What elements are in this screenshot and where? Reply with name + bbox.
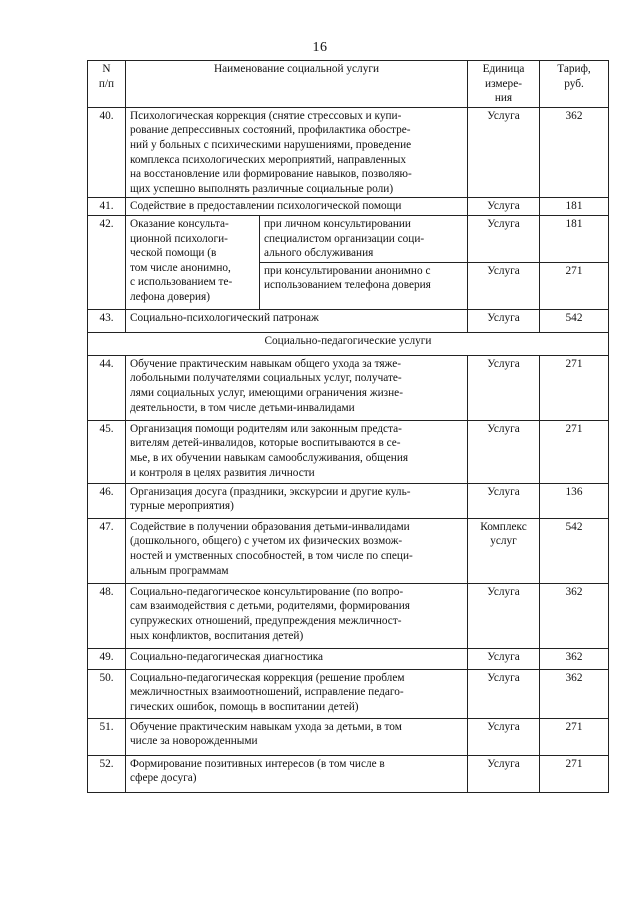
table-row: [88, 648, 609, 669]
table-row: [88, 420, 609, 483]
service-price: 542: [540, 309, 609, 332]
row-number: 50.: [88, 669, 126, 718]
table-row: [88, 198, 609, 216]
service-unit: Услуга: [468, 718, 540, 755]
table-row: [88, 755, 609, 792]
table-row: [88, 309, 609, 332]
service-name: Оказание консульта- ционной психологи- ческой помощи (в том числе анонимно, с использованием те- лефона доверия): [126, 215, 260, 309]
table-header-row: [88, 61, 609, 108]
table-row: [88, 107, 609, 198]
service-unit: Комплекс услуг: [468, 518, 540, 583]
service-price: 271: [540, 718, 609, 755]
page-number: 16: [312, 40, 328, 55]
service-unit: Услуга: [468, 198, 540, 216]
row-number: 47.: [88, 518, 126, 583]
row-number: 46.: [88, 483, 126, 518]
service-name: Организация помощи родителям или законным предста- вителям детей-инвалидов, которые воспитываются в се- мье, в их обучении навыкам самообслуживания, общения и контроля в целях развития личности: [126, 420, 468, 483]
service-name: Психологическая коррекция (снятие стрессовых и купи- рование депрессивных состояний, профилактика обостре- ний у больных с психическими нарушениями, проведение комплекса психологических мероприятий, направленных на восстановление или формирование навыков, позволяю- щих успешно выполнять различные социальные роли): [126, 107, 468, 198]
service-unit: Услуга: [468, 755, 540, 792]
service-unit: Услуга: [468, 420, 540, 483]
service-price: 181: [540, 215, 609, 262]
service-subtype: при личном консультировании специалистом организации соци- ального обслуживания: [260, 215, 468, 262]
table-row: [88, 483, 609, 518]
header-service-name: Наименование социальной услуги: [126, 61, 468, 108]
section-header-row: [88, 332, 609, 355]
service-price: 542: [540, 518, 609, 583]
service-price: 271: [540, 755, 609, 792]
row-number: 42.: [88, 215, 126, 309]
service-price: 362: [540, 648, 609, 669]
row-number: 52.: [88, 755, 126, 792]
row-number: 44.: [88, 355, 126, 420]
service-unit: Услуга: [468, 483, 540, 518]
service-name: Социально-педагогическое консультирование (по вопро- сам взаимодействия с детьми, родителями, формирования супружеских отношений, предупреждения межличност- ных конфликтов, воспитания детей): [126, 583, 468, 648]
row-number: 48.: [88, 583, 126, 648]
service-name: Социально-психологический патронаж: [126, 309, 468, 332]
table-row: [88, 669, 609, 718]
header-number: N п/п: [88, 61, 126, 108]
table-row: [88, 718, 609, 755]
row-number: 40.: [88, 107, 126, 198]
service-price: 362: [540, 107, 609, 198]
service-unit: Услуга: [468, 309, 540, 332]
service-name: Обучение практическим навыкам общего ухода за тяже- лобольными получателями социальных услуг, получате- лями социальных услуг, имеющими ограничения жизне- деятельности, в том числе детьми-инвалидами: [126, 355, 468, 420]
service-unit: Услуга: [468, 648, 540, 669]
header-unit: Единица измере- ния: [468, 61, 540, 108]
row-number: 41.: [88, 198, 126, 216]
service-unit: Услуга: [468, 107, 540, 198]
service-name: Организация досуга (праздники, экскурсии и другие куль- турные мероприятия): [126, 483, 468, 518]
service-price: 271: [540, 262, 609, 309]
service-price: 362: [540, 583, 609, 648]
section-title: Социально-педагогические услуги: [88, 332, 609, 355]
service-unit: Услуга: [468, 355, 540, 420]
table-row: [88, 215, 609, 262]
service-price: 181: [540, 198, 609, 216]
row-number: 51.: [88, 718, 126, 755]
header-price: Тариф, руб.: [540, 61, 609, 108]
table-row: [88, 518, 609, 583]
service-unit: Услуга: [468, 262, 540, 309]
tariff-table: [87, 60, 609, 793]
service-name: Содействие в предоставлении психологической помощи: [126, 198, 468, 216]
service-price: 271: [540, 420, 609, 483]
service-name: Содействие в получении образования детьми-инвалидами (дошкольного, общего) с учетом их физических возмож- ностей и умственных способностей, в том числе по специ- альным программам: [126, 518, 468, 583]
service-name: Социально-педагогическая диагностика: [126, 648, 468, 669]
service-unit: Услуга: [468, 669, 540, 718]
table-row: [88, 583, 609, 648]
service-price: 136: [540, 483, 609, 518]
service-unit: Услуга: [468, 583, 540, 648]
service-name: Обучение практическим навыкам ухода за детьми, в том числе за новорожденными: [126, 718, 468, 755]
service-name: Формирование позитивных интересов (в том числе в сфере досуга): [126, 755, 468, 792]
service-subtype: при консультировании анонимно с использованием телефона доверия: [260, 262, 468, 309]
row-number: 43.: [88, 309, 126, 332]
row-number: 49.: [88, 648, 126, 669]
service-unit: Услуга: [468, 215, 540, 262]
table-row: [88, 355, 609, 420]
service-price: 362: [540, 669, 609, 718]
service-price: 271: [540, 355, 609, 420]
service-name: Социально-педагогическая коррекция (решение проблем межличностных взаимоотношений, исправление педаго- гических ошибок, помощь в воспитании детей): [126, 669, 468, 718]
row-number: 45.: [88, 420, 126, 483]
